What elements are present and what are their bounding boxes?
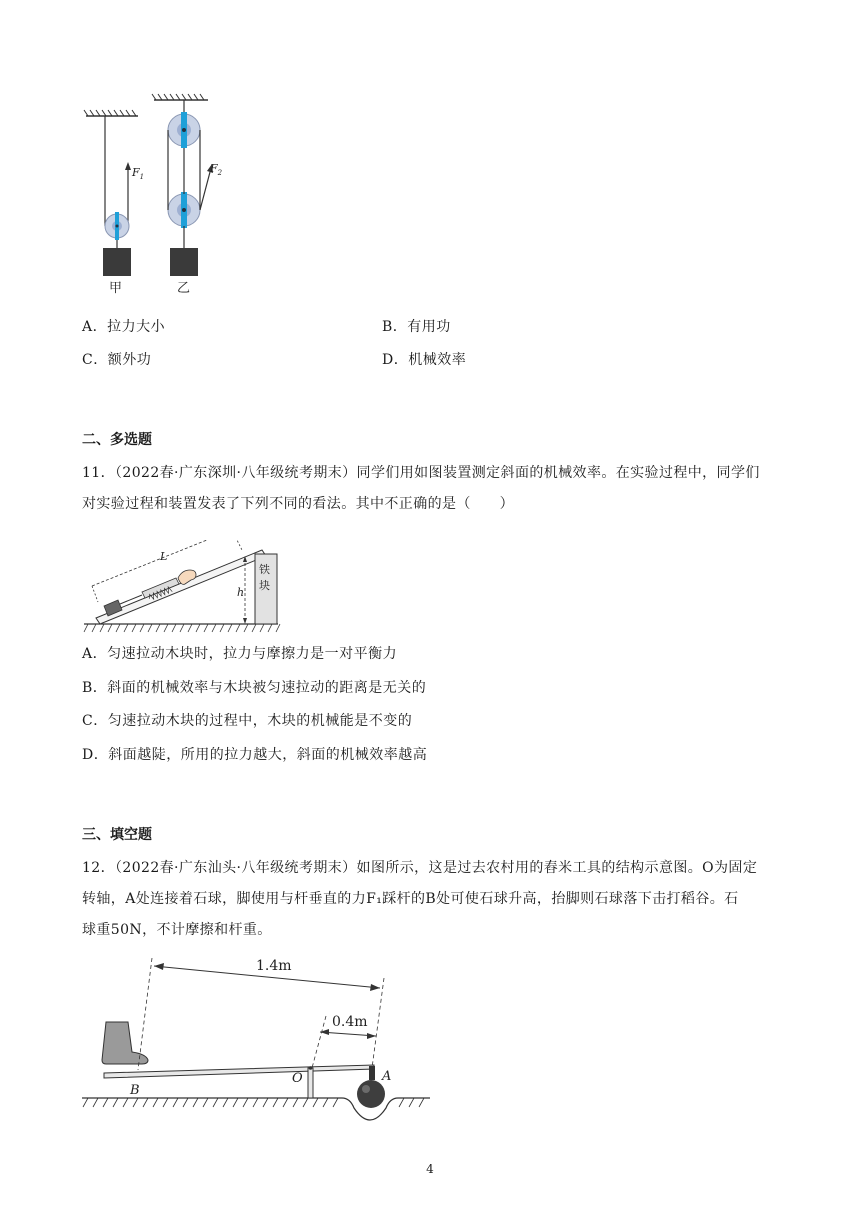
q10-option-b: B．有用功 — [382, 319, 451, 335]
q10-option-d: D．机械效率 — [382, 352, 467, 368]
stone-ball — [357, 1080, 385, 1108]
q12-stem-line3: 球重50N，不计摩擦和杆重。 — [82, 922, 272, 938]
q12-stem-line1: 12．（2022春·广东汕头·八年级统考期末）如图所示，这是过去农村用的舂米工具的结构示意图。O为固定 — [82, 860, 758, 876]
lever-figure — [80, 950, 440, 1145]
section-title-multiple-choice: 二、多选题 — [82, 432, 152, 448]
label-L: L — [160, 550, 168, 563]
q10-option-c: C．额外功 — [82, 352, 152, 368]
lever-bar — [104, 1065, 374, 1078]
fixed-pulley-right — [168, 112, 200, 148]
label-1-4m: 1.4m — [256, 958, 292, 974]
q12-stem-line2: 转轴，A处连接着石球，脚使用与杆垂直的力F₁踩杆的B处可使石球升高，抬脚则石球落下击打稻谷。石 — [82, 891, 739, 907]
q11-stem — [82, 458, 802, 520]
movable-pulley-left — [105, 212, 129, 248]
ceiling-right — [152, 94, 208, 100]
q11-option-d: D．斜面越陡，所用的拉力越大，斜面的机械效率越高 — [82, 747, 428, 763]
weight-left — [103, 248, 131, 276]
f2-label: $F_2$ — [210, 162, 223, 177]
q11-option-a: A．匀速拉动木块时，拉力与摩擦力是一对平衡力 — [82, 646, 398, 662]
q10-option-a: A．拉力大小 — [82, 319, 166, 335]
q11-stem-line2: 对实验过程和装置发表了下列不同的看法。其中不正确的是（ ） — [82, 496, 514, 512]
iron-block-label-1: 铁 — [259, 563, 270, 576]
q12-stem — [82, 853, 802, 946]
pulley-figure — [80, 88, 230, 298]
ceiling-left — [84, 110, 138, 116]
section-title-fill-in: 三、填空题 — [82, 827, 152, 843]
f1-label: $F_1$ — [132, 166, 145, 181]
label-B: B — [130, 1083, 140, 1098]
label-A: A — [382, 1069, 392, 1084]
label-h: h — [237, 586, 245, 599]
incline-figure — [82, 540, 282, 636]
arrow-f1 — [125, 162, 131, 170]
q11-stem-line1: 11．（2022春·广东深圳·八年级统考期末）同学们用如图装置测定斜面的机械效率。在实验过程中，同学们 — [82, 465, 760, 481]
weight-right — [170, 248, 198, 276]
movable-pulley-right — [168, 192, 200, 228]
q11-option-b: B．斜面的机械效率与木块被匀速拉动的距离是无关的 — [82, 680, 427, 696]
label-0-4m: 0.4m — [332, 1014, 368, 1030]
q11-option-c: C．匀速拉动木块的过程中，木块的机械能是不变的 — [82, 713, 413, 729]
pivot-post — [308, 1068, 313, 1098]
iron-block-label-2: 块 — [259, 579, 270, 592]
label-O: O — [292, 1071, 303, 1086]
page-number: 4 — [426, 1162, 434, 1176]
label-yi: 乙 — [177, 281, 191, 296]
label-jia: 甲 — [109, 281, 123, 296]
